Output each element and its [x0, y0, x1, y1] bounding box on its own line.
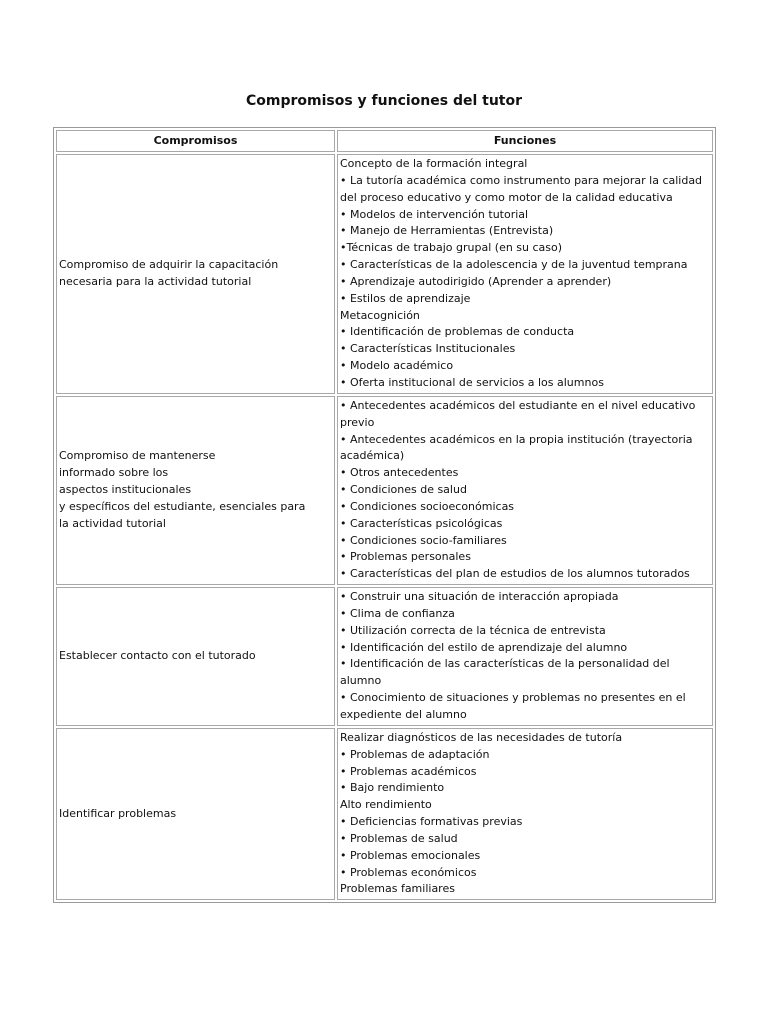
compromiso-cell: [56, 396, 335, 585]
funcion-line: • Modelo académico: [340, 359, 454, 373]
funciones-cell: [337, 154, 713, 394]
funcion-line: • Conocimiento de situaciones y problemas no presentes en el: [340, 691, 686, 705]
funcion-line: previo: [340, 415, 375, 429]
funcion-line: • La tutoría académica como instrumento para mejorar la calidad: [340, 173, 703, 187]
funcion-line: alumno: [340, 674, 382, 688]
compromiso-line: informado sobre los: [59, 466, 169, 480]
compromisos-table: [53, 127, 716, 903]
compromiso-line: Compromiso de mantenerse: [59, 449, 216, 463]
funcion-line: • Modelos de intervención tutorial: [340, 207, 529, 221]
funcion-line: • Utilización correcta de la técnica de entrevista: [340, 623, 606, 637]
funcion-line: • Problemas económicos: [340, 865, 477, 879]
compromiso-line: Identificar problemas: [59, 806, 177, 820]
table-row: [56, 587, 713, 726]
funcion-line: • Problemas personales: [340, 550, 471, 564]
funciones-cell: [337, 396, 713, 585]
header-compromisos: Compromisos: [56, 130, 335, 152]
funcion-line: • Características de la adolescencia y de la juventud temprana: [340, 258, 688, 272]
funcion-line: • Antecedentes académicos del estudiante en el nivel educativo: [340, 398, 696, 412]
table-row: [56, 396, 713, 585]
funcion-line: académica): [340, 449, 405, 463]
funcion-line: expediente del alumno: [340, 708, 467, 721]
funcion-line: • Construir una situación de interacción apropiada: [340, 590, 619, 604]
funcion-line: • Clima de confianza: [340, 606, 455, 620]
funcion-line: • Manejo de Herramientas (Entrevista): [340, 224, 554, 238]
funciones-cell: [337, 728, 713, 900]
funcion-line: • Problemas emocionales: [340, 848, 481, 862]
compromiso-line: la actividad tutorial: [59, 516, 166, 530]
funcion-line: • Estilos de aprendizaje: [340, 291, 471, 305]
funcion-line: del proceso educativo y como motor de la calidad educativa: [340, 190, 673, 204]
funcion-line: • Características Institucionales: [340, 342, 516, 356]
funcion-line: • Condiciones de salud: [340, 483, 467, 497]
table-row: [56, 728, 713, 900]
funcion-line: • Condiciones socioeconómicas: [340, 499, 515, 513]
funcion-line: • Condiciones socio-familiares: [340, 533, 507, 547]
funcion-line: • Aprendizaje autodirigido (Aprender a aprender): [340, 274, 612, 288]
compromiso-cell: [56, 154, 335, 394]
compromiso-cell: [56, 587, 335, 726]
header-funciones: Funciones: [337, 130, 713, 152]
funcion-line: Problemas familiares: [340, 882, 455, 896]
funcion-line: • Identificación del estilo de aprendizaje del alumno: [340, 640, 628, 654]
funcion-line: • Oferta institucional de servicios a los alumnos: [340, 375, 604, 389]
compromiso-line: aspectos institucionales: [59, 483, 192, 497]
table-body: [56, 154, 713, 900]
funcion-line: Concepto de la formación integral: [340, 157, 528, 170]
funcion-line: • Otros antecedentes: [340, 466, 459, 480]
compromiso-line: necesaria para la actividad tutorial: [59, 274, 252, 288]
compromiso-line: Compromiso de adquirir la capacitación: [59, 258, 279, 272]
funcion-line: •Técnicas de trabajo grupal (en su caso): [340, 241, 563, 255]
funcion-line: • Bajo rendimiento: [340, 781, 445, 795]
compromiso-cell: [56, 728, 335, 900]
table-header-row: [56, 130, 713, 152]
funciones-cell: [337, 587, 713, 726]
table-row: [56, 154, 713, 394]
funcion-line: • Antecedentes académicos en la propia institución (trayectoria: [340, 432, 693, 446]
funcion-line: • Identificación de problemas de conducta: [340, 325, 575, 339]
funcion-line: Alto rendimiento: [340, 798, 432, 812]
document-title: Compromisos y funciones del tutor: [245, 93, 523, 109]
funcion-line: Realizar diagnósticos de las necesidades de tutoría: [340, 730, 623, 744]
funcion-line: • Problemas de adaptación: [340, 747, 490, 761]
funcion-line: Metacognición: [340, 308, 420, 322]
funcion-line: • Problemas de salud: [340, 831, 458, 845]
compromiso-line: Establecer contacto con el tutorado: [59, 649, 256, 663]
funcion-line: • Identificación de las características de la personalidad del: [340, 657, 670, 671]
funcion-line: • Características del plan de estudios de los alumnos tutorados: [340, 567, 690, 581]
compromiso-line: y específicos del estudiante, esenciales para: [59, 499, 306, 513]
funcion-line: • Características psicológicas: [340, 516, 503, 530]
funcion-line: • Deficiencias formativas previas: [340, 815, 523, 829]
funcion-line: • Problemas académicos: [340, 764, 477, 778]
